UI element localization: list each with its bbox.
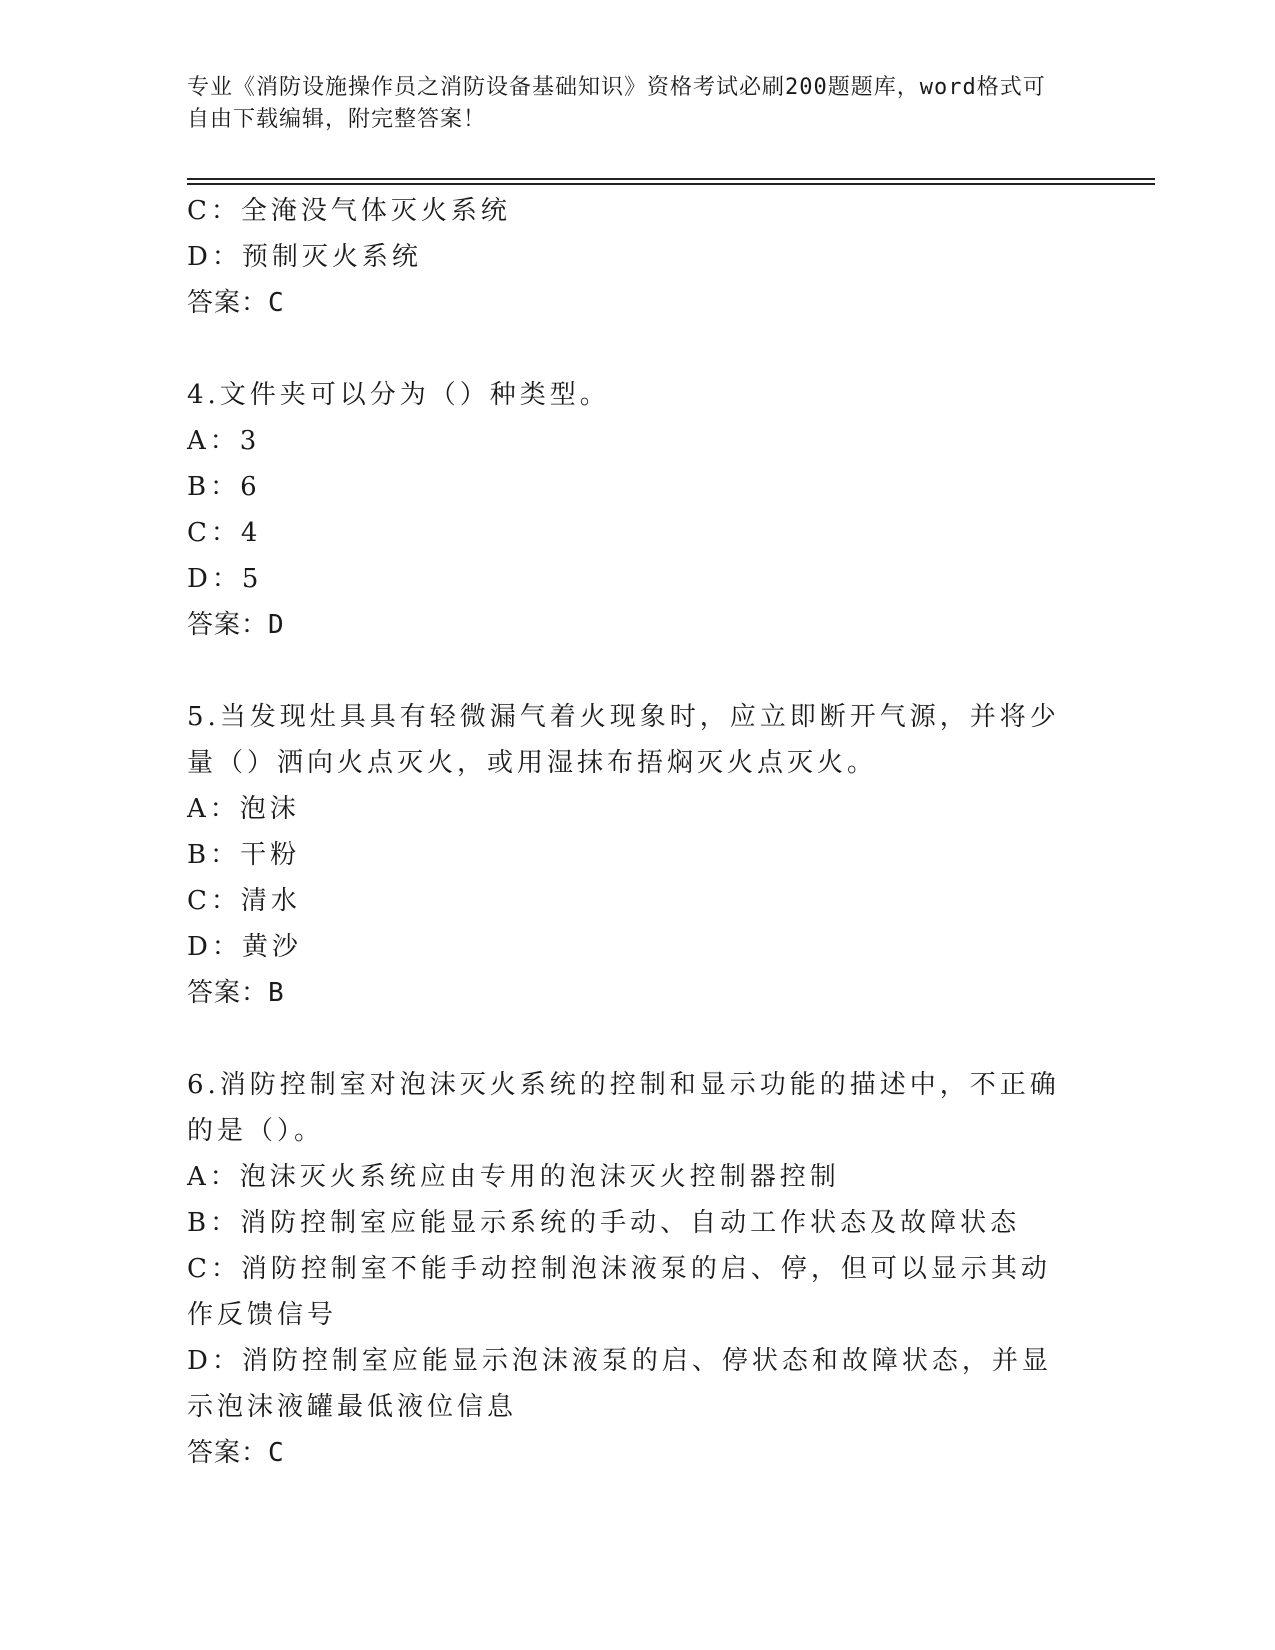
answer-label: 答案：C [187, 288, 285, 318]
spacer [187, 1016, 1087, 1062]
spacer [187, 648, 1087, 694]
answer-label: 答案：C [187, 1438, 285, 1468]
question-stem: 4.文件夹可以分为（）种类型。 [187, 380, 610, 410]
option-b: B：6 [187, 472, 261, 502]
option-c: C：消防控制室不能手动控制泡沫液泵的启、停，但可以显示其动作反馈信号 [187, 1254, 1051, 1330]
header-divider-bottom [187, 183, 1155, 185]
option-d: D：5 [187, 564, 263, 594]
spacer [187, 326, 1087, 372]
option-b: B：消防控制室应能显示系统的手动、自动工作状态及故障状态 [187, 1208, 1021, 1238]
option-d: D：黄沙 [187, 932, 302, 962]
option-c: C：清水 [187, 886, 301, 916]
question-list [187, 188, 1087, 1476]
option-c: C：4 [187, 518, 262, 548]
option-a: A：3 [187, 426, 261, 456]
header-divider-top [187, 178, 1155, 180]
question-6 [187, 1062, 1087, 1476]
question-4 [187, 372, 1087, 648]
question-5 [187, 694, 1087, 1016]
question-3-tail [187, 188, 1087, 326]
document-header: 专业《消防设施操作员之消防设备基础知识》资格考试必刷200题题库，word格式可自由下载编辑，附完整答案！ [187, 75, 1046, 132]
option-a: A：泡沫灭火系统应由专用的泡沫灭火控制器控制 [187, 1162, 840, 1192]
answer-label: 答案：D [187, 610, 285, 640]
option-a: A：泡沫 [187, 794, 300, 824]
question-stem: 6.消防控制室对泡沫灭火系统的控制和显示功能的描述中，不正确的是（）。 [187, 1070, 1060, 1146]
answer-label: 答案：B [187, 978, 285, 1008]
option-d: D：消防控制室应能显示泡沫液泵的启、停状态和故障状态，并显示泡沫液罐最低液位信息 [187, 1346, 1052, 1422]
option-d: D：预制灭火系统 [187, 242, 422, 272]
question-stem: 5.当发现灶具具有轻微漏气着火现象时，应立即断开气源，并将少量（）洒向火点灭火，或用湿抹布捂焖灭火点灭火。 [187, 702, 1060, 778]
option-b: B：干粉 [187, 840, 301, 870]
option-c: C：全淹没气体灭火系统 [187, 196, 511, 226]
